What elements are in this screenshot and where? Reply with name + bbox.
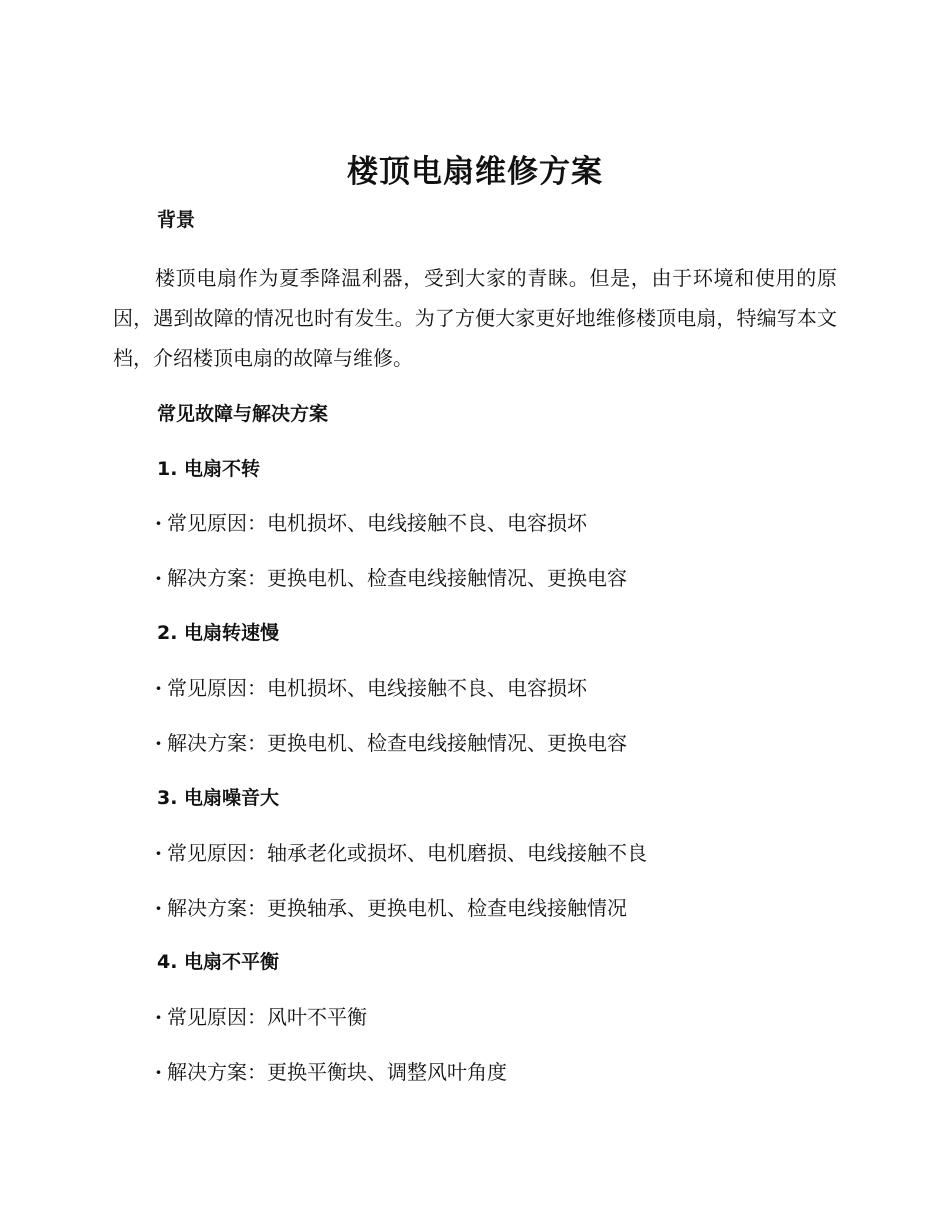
fault-cause xyxy=(155,673,587,703)
fault-cause-text: 常见原因：轴承老化或损坏、电机磨损、电线接触不良 xyxy=(167,841,647,865)
fault-heading: 1. 电扇不转 xyxy=(157,458,261,480)
bullet-icon: · xyxy=(155,566,162,590)
fault-solution xyxy=(155,728,627,758)
fault-cause-text: 常见原因：风叶不平衡 xyxy=(167,1005,367,1029)
background-paragraph: 楼顶电扇作为夏季降温利器，受到大家的青睐。但是，由于环境和使用的原因，遇到故障的情况也时有发生。为了方便大家更好地维修楼顶电扇，特编写本文档，介绍楼顶电扇的故障与维修。 xyxy=(113,266,837,370)
fault-cause-text: 常见原因：电机损坏、电线接触不良、电容损坏 xyxy=(167,511,587,535)
faults-heading: 常见故障与解决方案 xyxy=(157,403,329,425)
fault-solution-text: 解决方案：更换轴承、更换电机、检查电线接触情况 xyxy=(167,896,627,920)
bullet-icon: · xyxy=(155,1060,162,1084)
bullet-icon: · xyxy=(155,841,162,865)
fault-solution xyxy=(155,893,627,923)
fault-cause xyxy=(155,838,647,868)
bullet-icon: · xyxy=(155,511,162,535)
fault-solution-text: 解决方案：更换电机、检查电线接触情况、更换电容 xyxy=(167,731,627,755)
document-title: 楼顶电扇维修方案 xyxy=(347,154,603,190)
fault-cause xyxy=(155,1002,367,1032)
fault-heading: 2. 电扇转速慢 xyxy=(157,622,280,644)
background-heading: 背景 xyxy=(157,209,196,231)
fault-heading: 3. 电扇噪音大 xyxy=(157,787,280,809)
bullet-icon: · xyxy=(155,731,162,755)
fault-solution-text: 解决方案：更换电机、检查电线接触情况、更换电容 xyxy=(167,566,627,590)
bullet-icon: · xyxy=(155,1005,162,1029)
fault-cause xyxy=(155,508,587,538)
bullet-icon: · xyxy=(155,676,162,700)
bullet-icon: · xyxy=(155,896,162,920)
fault-solution xyxy=(155,1057,507,1087)
fault-heading: 4. 电扇不平衡 xyxy=(157,951,280,973)
fault-solution xyxy=(155,563,627,593)
fault-cause-text: 常见原因：电机损坏、电线接触不良、电容损坏 xyxy=(167,676,587,700)
fault-solution-text: 解决方案：更换平衡块、调整风叶角度 xyxy=(167,1060,507,1084)
